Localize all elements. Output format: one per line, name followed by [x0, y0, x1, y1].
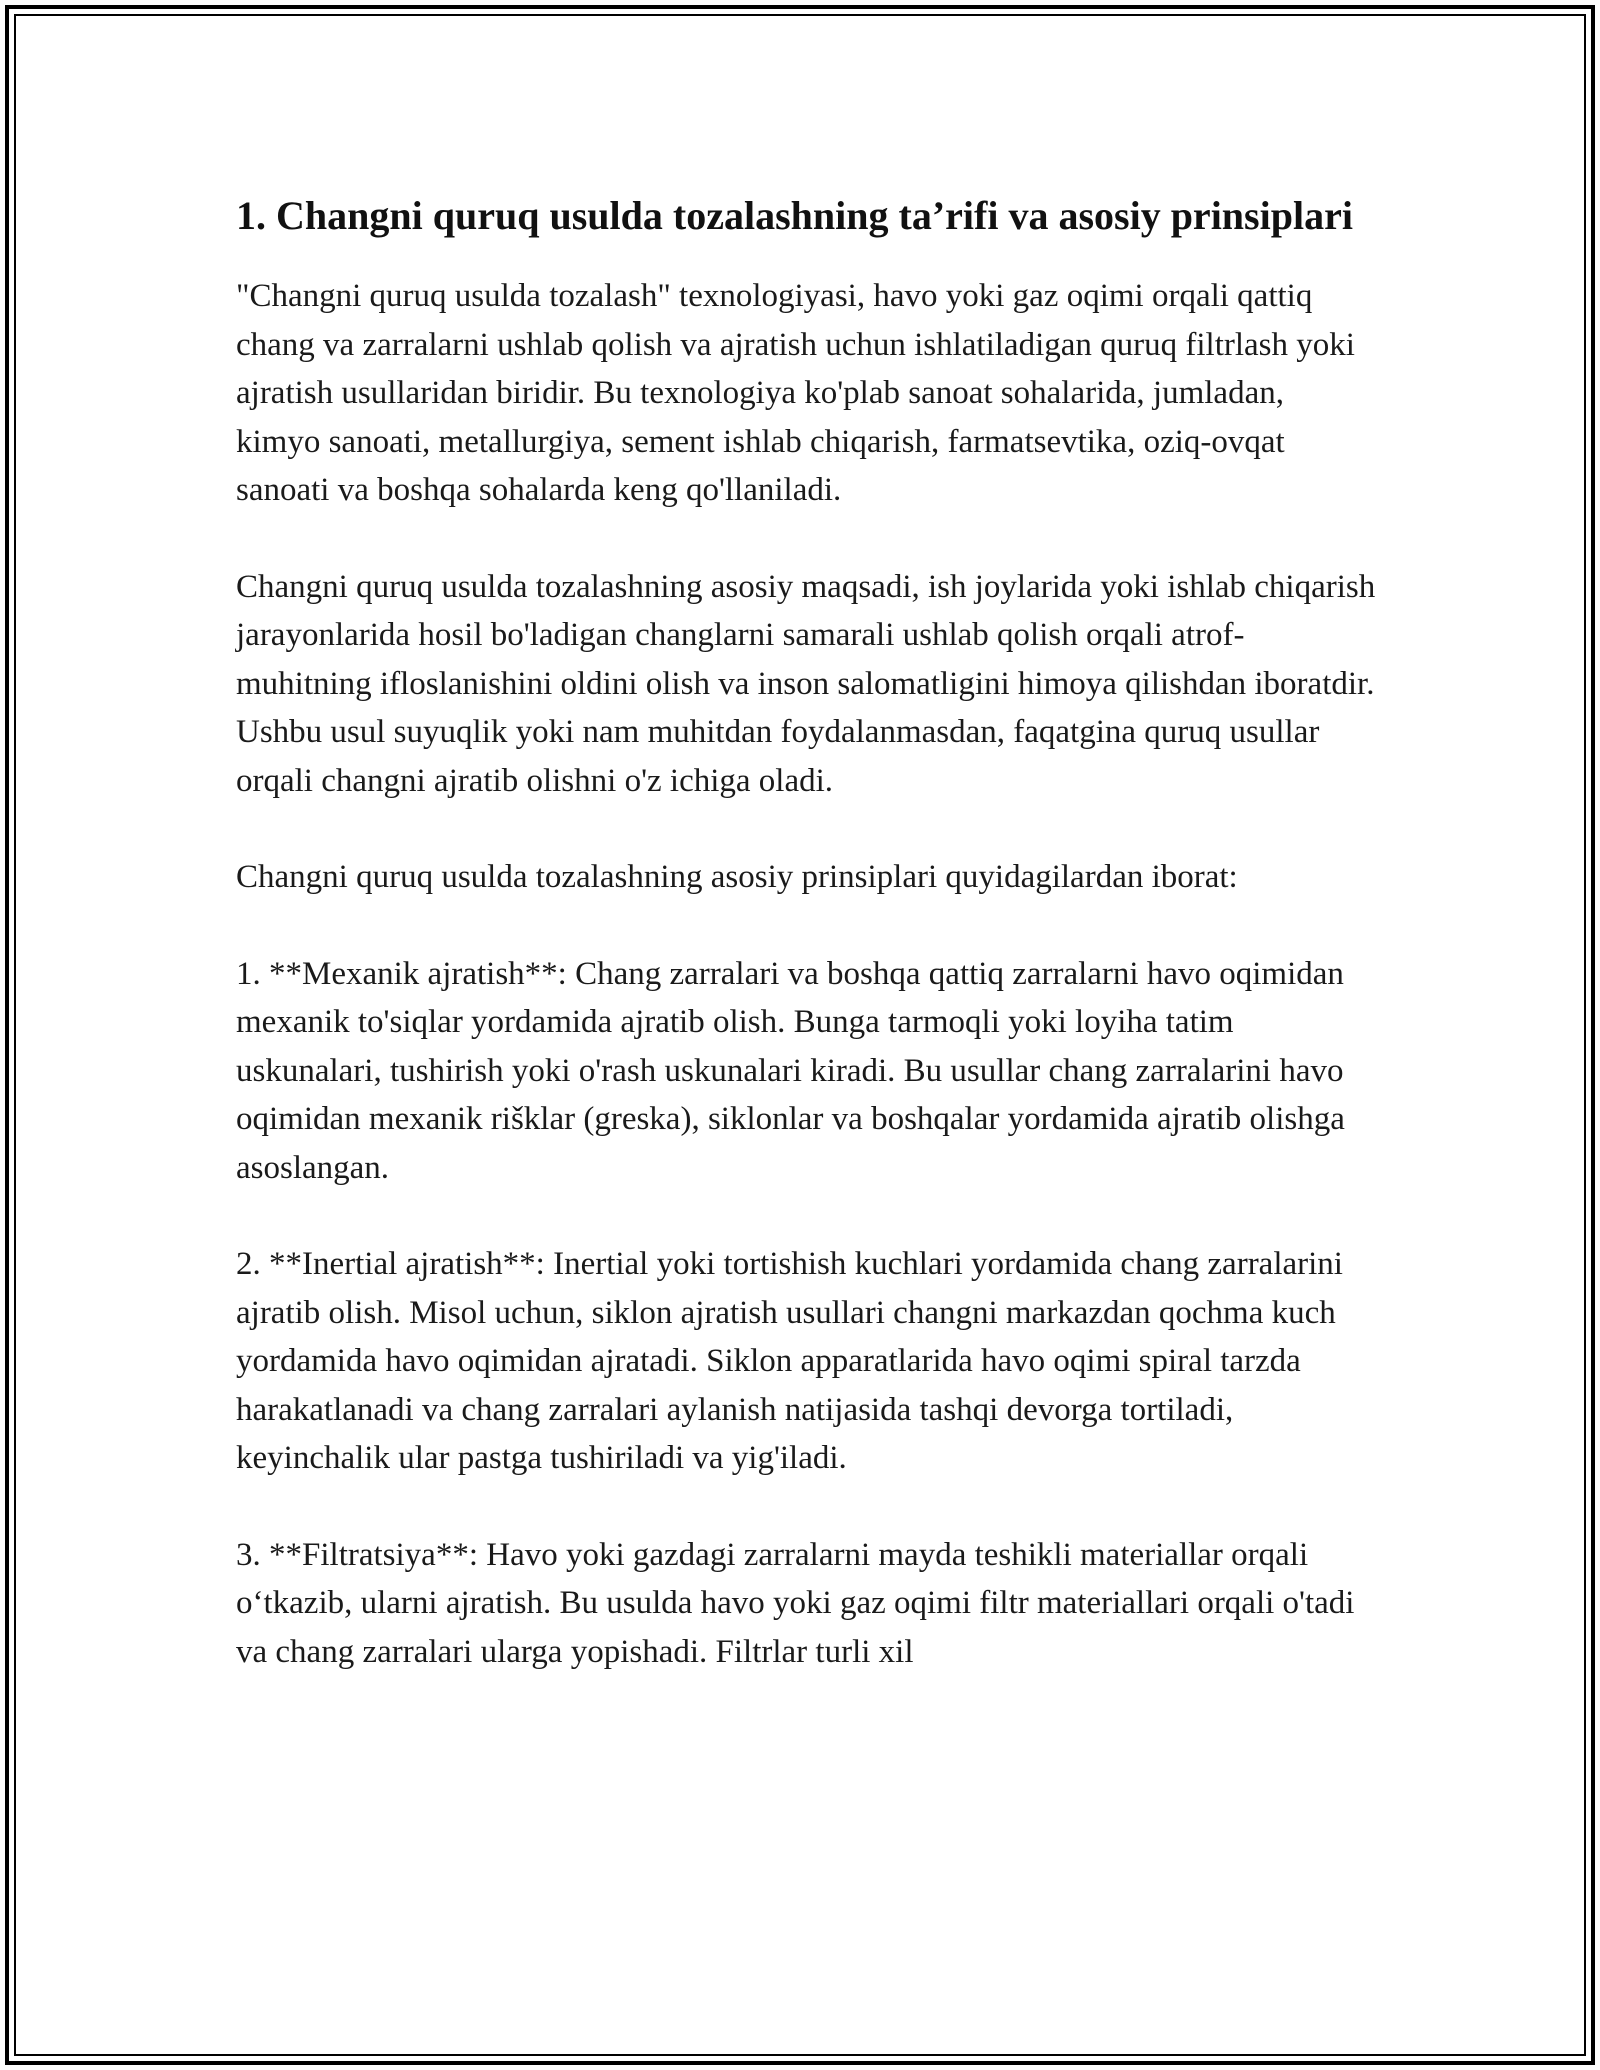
paragraph-purpose: Changni quruq usulda tozalashning asosiy maqsadi, ish joylarida yoki ishlab chiqarish jarayonlarida hosil bo'ladigan changlarni samarali ushlab qolish orqali atrof-muhitning ifloslanishini oldini olish va inson salomatligini himoya qilishdan iboratdir. Ushbu usul suyuqlik yoki nam muhitdan foydalanmasdan, faqatgina quruq usullar orqali changni ajratib olishni o'z ichiga oladi.	[236, 568, 1376, 799]
document-body	[236, 188, 1376, 1676]
paragraph-filtration: 3. **Filtratsiya**: Havo yoki gazdagi zarralarni mayda teshikli materiallar orqali o‘tkazib, ularni ajratish. Bu usulda havo yoki gaz oqimi filtr materiallari orqali o'tadi va chang zarralari ularga yopishadi. Filtrlar turli xil	[236, 1536, 1355, 1670]
paragraph-principles-intro: Changni quruq usulda tozalashning asosiy prinsiplari quyidagilardan iborat:	[236, 859, 1238, 895]
paragraph-definition: "Changni quruq usulda tozalash" texnologiyasi, havo yoki gaz oqimi orqali qattiq chang va zarralarni ushlab qolish va ajratish uchun ishlatiladigan quruq filtrlash yoki ajratish usullaridan biridir. Bu texnologiya ko'plab sanoat sohalarida, jumladan, kimyo sanoati, metallurgiya, sement ishlab chiqarish, farmatsevtika, oziq-ovqat sanoati va boshqa sohalarda keng qo'llaniladi.	[236, 278, 1355, 508]
document-title: 1. Changni quruq usulda tozalashning ta’rifi va asosiy prinsiplari	[236, 193, 1353, 238]
paragraph-mechanical-separation: 1. **Mexanik ajratish**: Chang zarralari va boshqa qattiq zarralarni havo oqimidan mexanik to'siqlar yordamida ajratib olish. Bunga tarmoqli yoki loyiha tatim uskunalari, tushirish yoki o'rash uskunalari kiradi. Bu usullar chang zarralarini havo oqimidan mexanik rišklar (greska), siklonlar va boshqalar yordamida ajratib olishga asoslangan.	[236, 955, 1345, 1186]
paragraph-inertial-separation: 2. **Inertial ajratish**: Inertial yoki tortishish kuchlari yordamida chang zarralarini ajratib olish. Misol uchun, siklon ajratish usullari changni markazdan qochma kuch yordamida havo oqimidan ajratadi. Siklon apparatlarida havo oqimi spiral tarzda harakatlanadi va chang zarralari aylanish natijasida tashqi devorga tortiladi, keyinchalik ular pastga tushiriladi va yig'iladi.	[236, 1246, 1343, 1476]
